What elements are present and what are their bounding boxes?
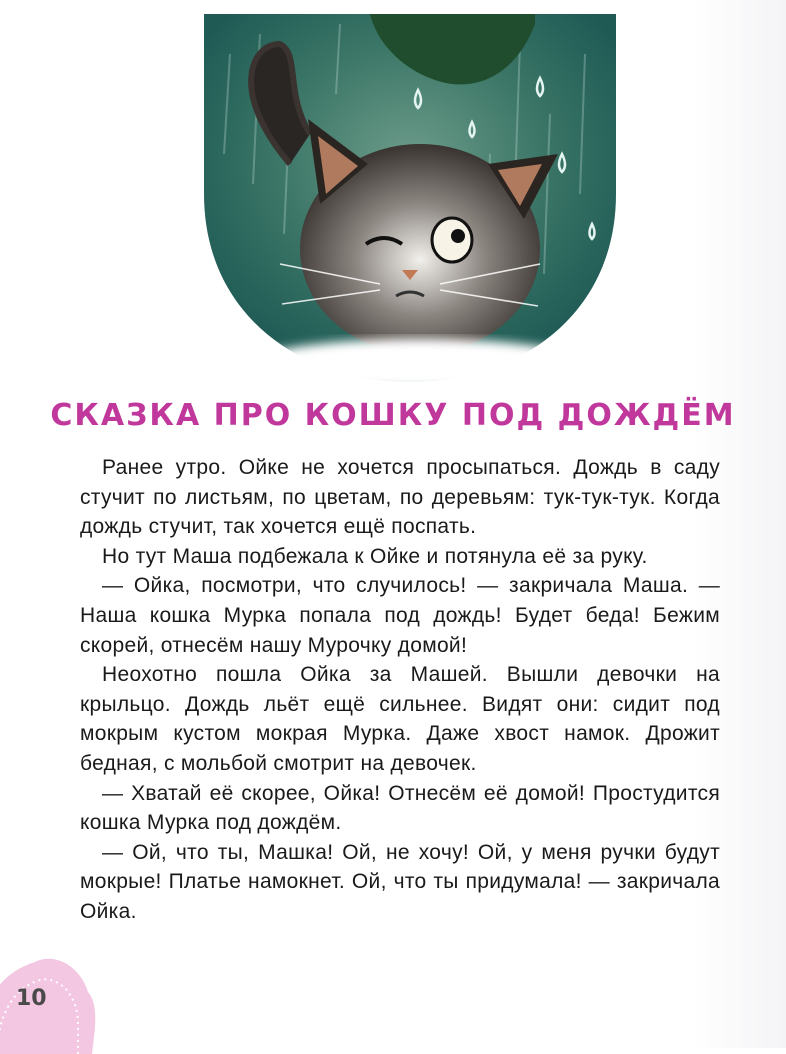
story-title: СКАЗКА ПРО КОШКУ ПОД ДОЖДЁМ: [50, 398, 736, 433]
story-paragraph: — Ой, что ты, Машка! Ой, не хочу! Ой, у меня ручки будут мокрые! Платье намокнет. Ой, что ты придумала! — закричала Ойка.: [80, 840, 720, 923]
page-number-badge: [0, 944, 100, 1054]
wet-cat-illustration: [190, 14, 630, 384]
story-paragraph: Ранее утро. Ойке не хочется просыпаться. Дождь в саду стучит по листьям, по цветам, по деревьям: тук-тук-тук. Когда дождь стучит, так хочется ещё поспать.: [80, 456, 720, 539]
story-paragraph: — Ойка, посмотри, что случилось! — закричала Маша. — Наша кошка Мурка попала под дождь! Будет беда! Бежим скорей, отнесём нашу Мурочку домой!: [80, 574, 720, 657]
page-number: 10: [16, 986, 47, 1011]
story-text: [80, 453, 720, 927]
story-paragraph: Неохотно пошла Ойка за Машей. Вышли девочки на крыльцо. Дождь льёт ещё сильнее. Видят они: сидит под мокрым кустом мокрая Мурка. Даже хвост намок. Дрожит бедная, с мольбой смотрит на девочек.: [80, 663, 720, 775]
story-paragraph: — Хватай её скорее, Ойка! Отнесём её домой! Простудится кошка Мурка под дождём.: [80, 781, 720, 835]
story-paragraph: Но тут Маша подбежала к Ойке и потянула её за руку.: [102, 544, 648, 568]
